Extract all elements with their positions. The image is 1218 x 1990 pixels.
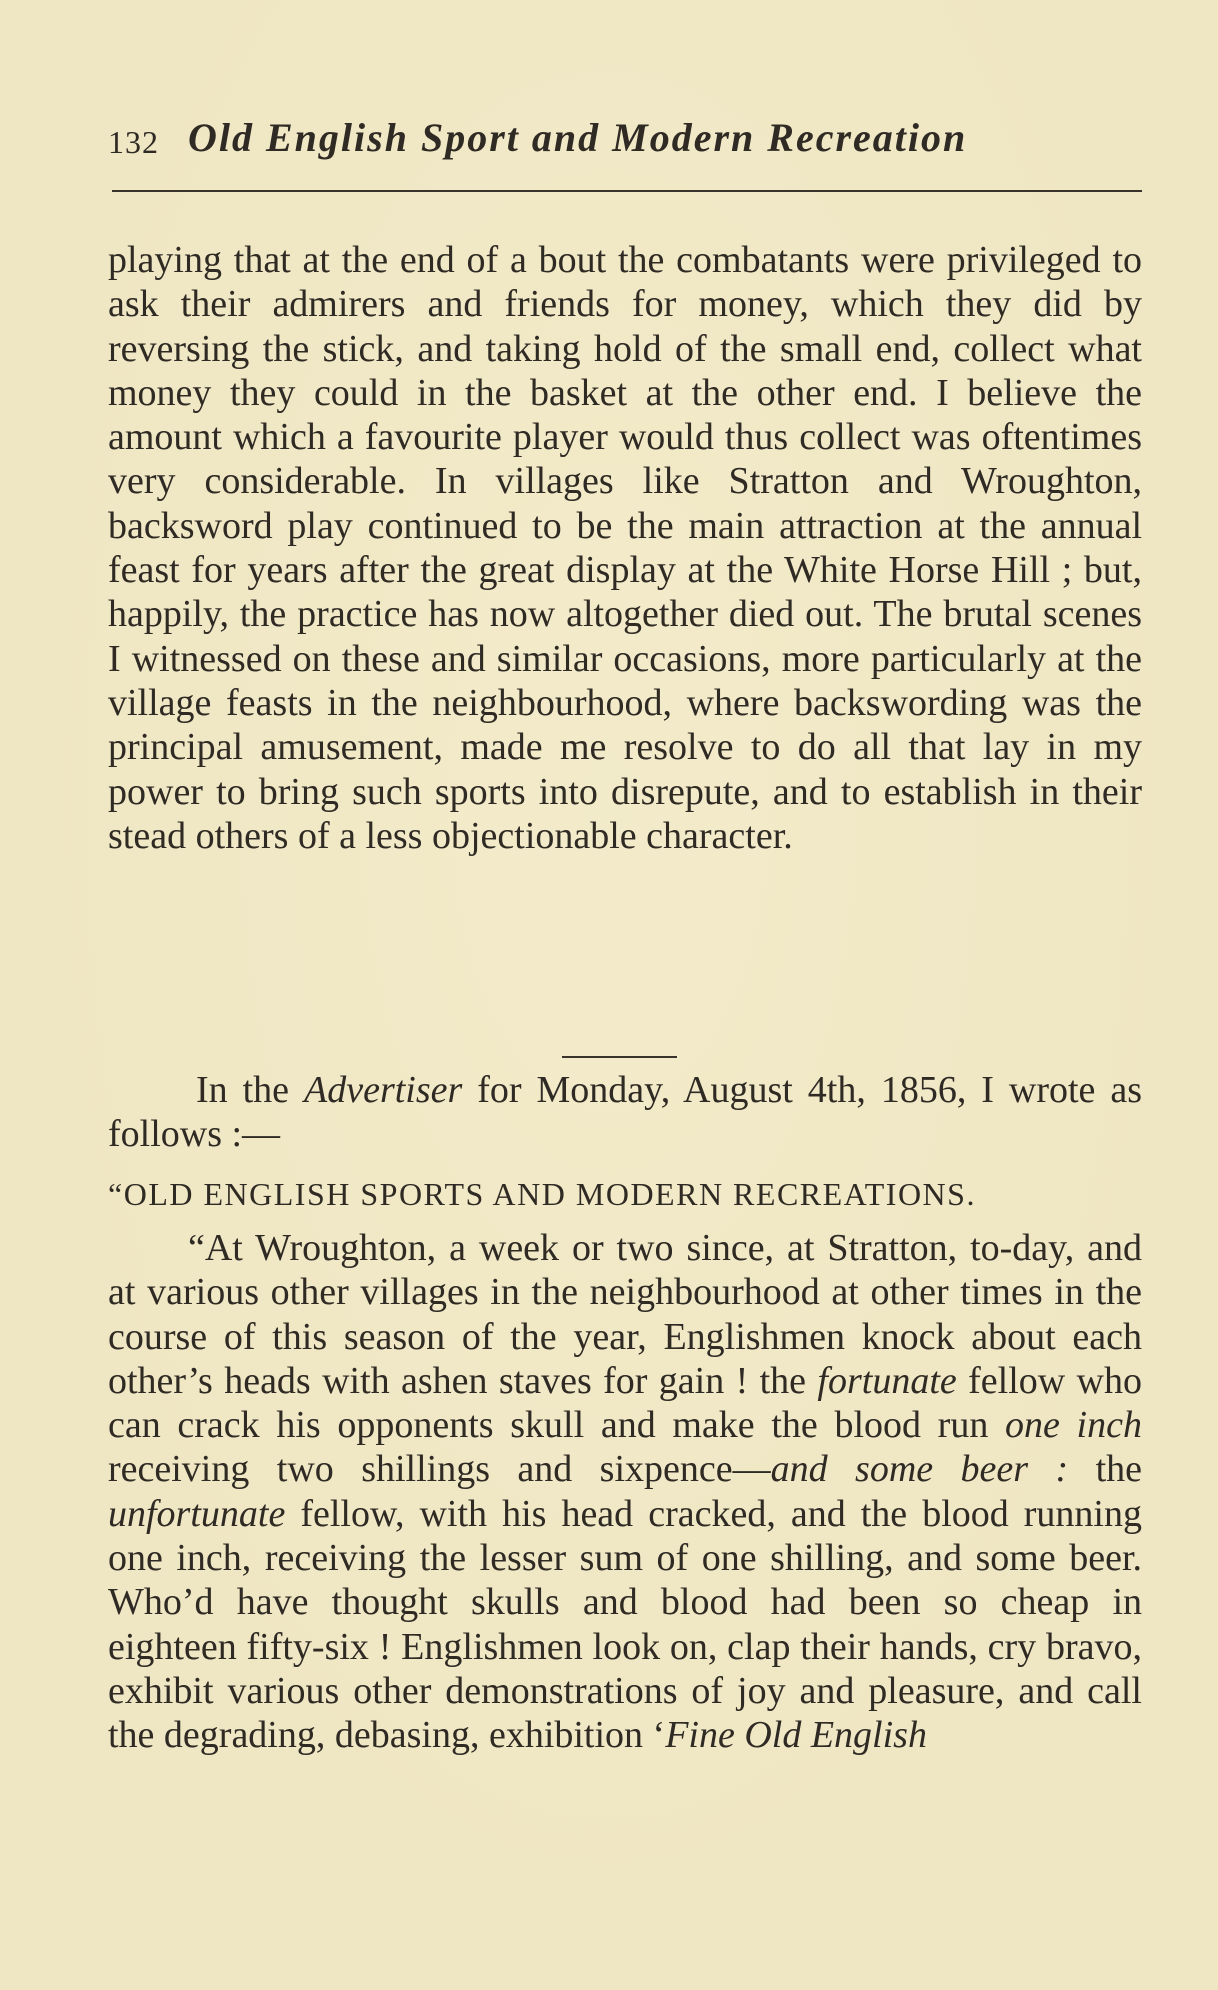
page-number: 132 xyxy=(108,124,159,160)
quote-part-5: fellow, with his head cracked, and the blood running one inch, receiving the lesser sum of one shilling, and some beer. Who’d have thought skulls and blood had been so cheap in eighteen fifty-six ! Englishmen look on, clap their hands, cry bravo, exhibit various other demonstrations of joy and pleasure, and call the degrading, debasing, exhibition ‘ xyxy=(108,1492,1142,1757)
quote-italic-unfortunate: unfortunate xyxy=(108,1492,286,1535)
page-header xyxy=(108,112,1142,160)
quote-italic-fortunate: fortunate xyxy=(817,1359,957,1402)
quote-part-3: receiving two shillings and sixpence— xyxy=(108,1448,771,1491)
quote-italic-one-inch: one inch xyxy=(1005,1404,1142,1447)
paragraph-advertiser-before: In the xyxy=(196,1069,304,1111)
running-title: Old English Sport and Modern Recreation xyxy=(188,115,968,160)
header-rule xyxy=(112,190,1142,192)
quote-part-1: “At Wroughton, a week or two since, at Stratton, to-day, and at various other villages in the neighbourhood at other times in the course of this season of the year, Englishmen knock about each other’s heads with ashen staves for gain ! the xyxy=(108,1227,1142,1402)
paragraph-advertiser-after: for Monday, August 4th, 1856, I wrote as follows :— xyxy=(108,1069,1143,1156)
quote-italic-some-beer: and some beer : xyxy=(770,1448,1069,1491)
quote-part-4: the xyxy=(1068,1448,1142,1491)
quote-italic-fine-old-english: Fine Old English xyxy=(665,1714,927,1757)
section-divider xyxy=(562,1056,677,1058)
article-heading: “OLD ENGLISH SPORTS AND MODERN RECREATIONS. xyxy=(108,1176,976,1212)
paragraph-backsword: playing that at the end of a bout the combatants were privileged to ask their admirers and friends for money, which they did by reversing the stick, and taking hold of the small end, collect what money they could in the basket at the other end. I believe the amount which a favourite player would thus collect was oftentimes very considerable. In villages like Stratton and Wroughton, backsword play continued to be the main attraction at the annual feast for years after the great display at the White Horse Hill ; but, happily, the practice has now altogether died out. The brutal scenes I witnessed on these and similar occasions, more particularly at the village feasts in the neighbourhood, where backswording was the principal amusement, made me resolve to do all that lay in my power to bring such sports into disrepute, and to establish in their stead others of a less objectionable character. xyxy=(108,239,1142,857)
paragraph-advertiser xyxy=(108,1068,1142,1157)
quote-part-2: fellow who can crack his opponents skull and make the blood run xyxy=(108,1359,1143,1447)
paragraph-quote xyxy=(108,1226,1142,1758)
advertiser-title: Advertiser xyxy=(304,1069,463,1111)
